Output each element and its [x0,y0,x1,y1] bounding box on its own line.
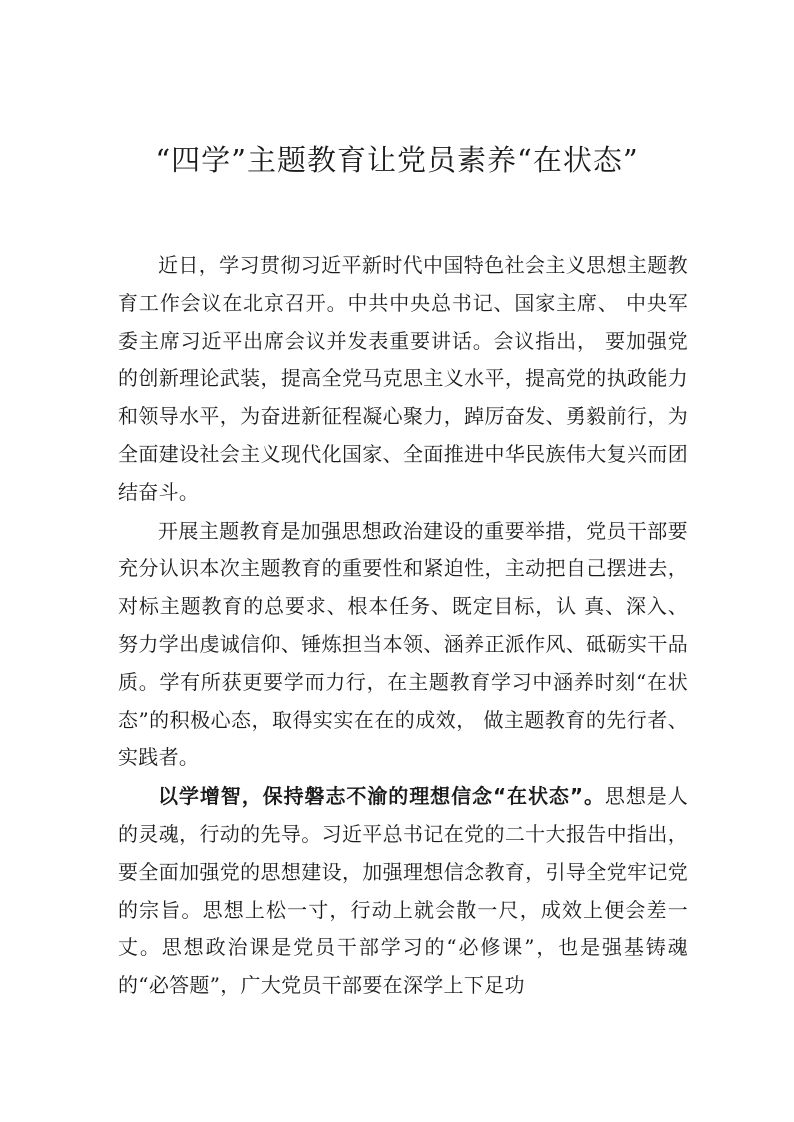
paragraph-3-lead: 以学增智，保持磐志不渝的理想信念“在状态”。 [158,784,605,809]
paragraph-2: 开展主题教育是加强思想政治建设的重要举措，党员干部要充分认识本次主题教育的重要性和紧迫性，主动把自己摆进去，对标主题教育的总要求、根本任务、既定目标，认 真、深入、努力学出虔诚信仰、锤炼担当本领、涵养正派作风、砥砺实干品质。学有所获更要学而力行，在主题教育学习中涵养时刻“在状态”的积极心态，取得实实在在的成效， 做主题教育的先行者、实践者。 [118,518,688,770]
paragraph-3-text: 思想是人的灵魂，行动的先导。习近平总书记在党的二十大报告中指出，要全面加强党的思想建设，加强理想信念教育，引导全党牢记党的宗旨。思想上松一寸，行动上就会散一尺，成效上便会差一丈。思想政治课是党员干部学习的“必修课”，也是强基铸魂的“必答题”，广大党员干部要在深学上下足功 [118,784,688,998]
document-body [118,247,688,1005]
paragraph-1: 近日，学习贯彻习近平新时代中国特色社会主义思想主题教育工作会议在北京召开。中共中央总书记、国家主席、 中央军委主席习近平出席会议并发表重要讲话。会议指出， 要加强党的创新理论武装，提高全党马克思主义水平，提高党的执政能力和领导水平，为奋进新征程凝心聚力，踔厉奋发、勇毅前行，为全面建设社会主义现代化国家、全面推进中华民族伟大复兴而团结奋斗。 [118,253,688,504]
paragraph-3 [118,778,688,1005]
document-title: “四学”主题教育让党员素养“在状态” [155,143,639,177]
